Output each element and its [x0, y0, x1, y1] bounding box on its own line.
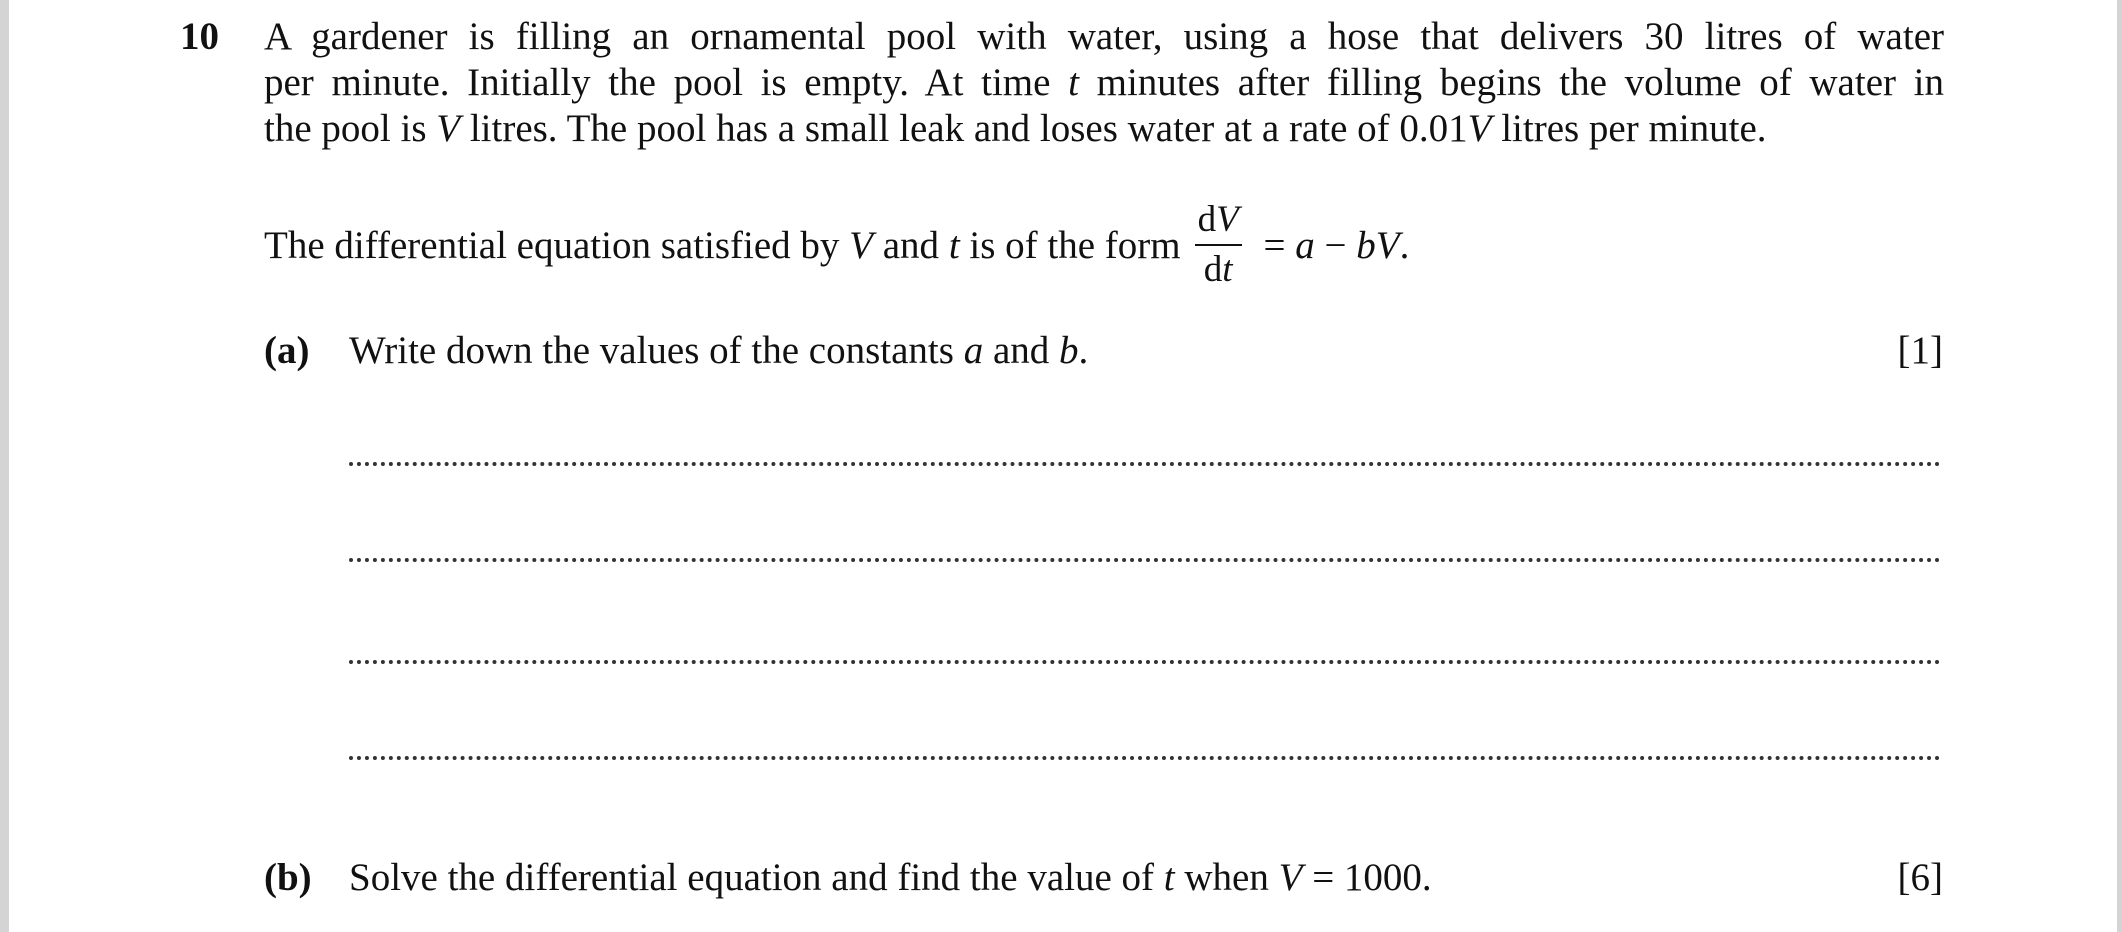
answer-line-4[interactable]	[349, 756, 1941, 760]
question-stem	[264, 14, 1944, 152]
stem-line-1: A gardener is filling an ornamental pool with water, using a hose that delivers 30 litres of water	[264, 15, 1944, 58]
differential-equation-statement: The differential equation satisfied by V and t is of the form $\frac{dV}{dt}$ = a − bV .	[264, 199, 1410, 290]
question-number: 10	[180, 15, 219, 58]
answer-line-1[interactable]	[349, 462, 1941, 466]
stem-line-3: the pool is V litres. The pool has a small leak and loses water at a rate of 0.01V litres per minute.	[264, 107, 1767, 150]
answer-line-2[interactable]	[349, 558, 1941, 562]
page-edge-left	[0, 0, 9, 932]
part-a-marks: [1]	[1897, 329, 1943, 372]
page-edge-right	[2117, 0, 2122, 932]
part-a-label: (a)	[264, 329, 310, 372]
answer-line-3[interactable]	[349, 660, 1941, 664]
fraction-numerator: dV	[1197, 199, 1239, 240]
part-b-text: Solve the differential equation and find the value of t when V = 1000.	[349, 856, 1432, 899]
derivative-fraction	[1195, 200, 1242, 290]
part-a-text: Write down the values of the constants a and b.	[349, 329, 1089, 372]
fraction-denominator: dt	[1203, 249, 1233, 290]
stem-line-2: per minute. Initially the pool is empty. At time t minutes after filling begins the volume of water in	[264, 61, 1944, 104]
part-b-marks: [6]	[1897, 856, 1943, 899]
part-b-label: (b)	[264, 856, 312, 899]
